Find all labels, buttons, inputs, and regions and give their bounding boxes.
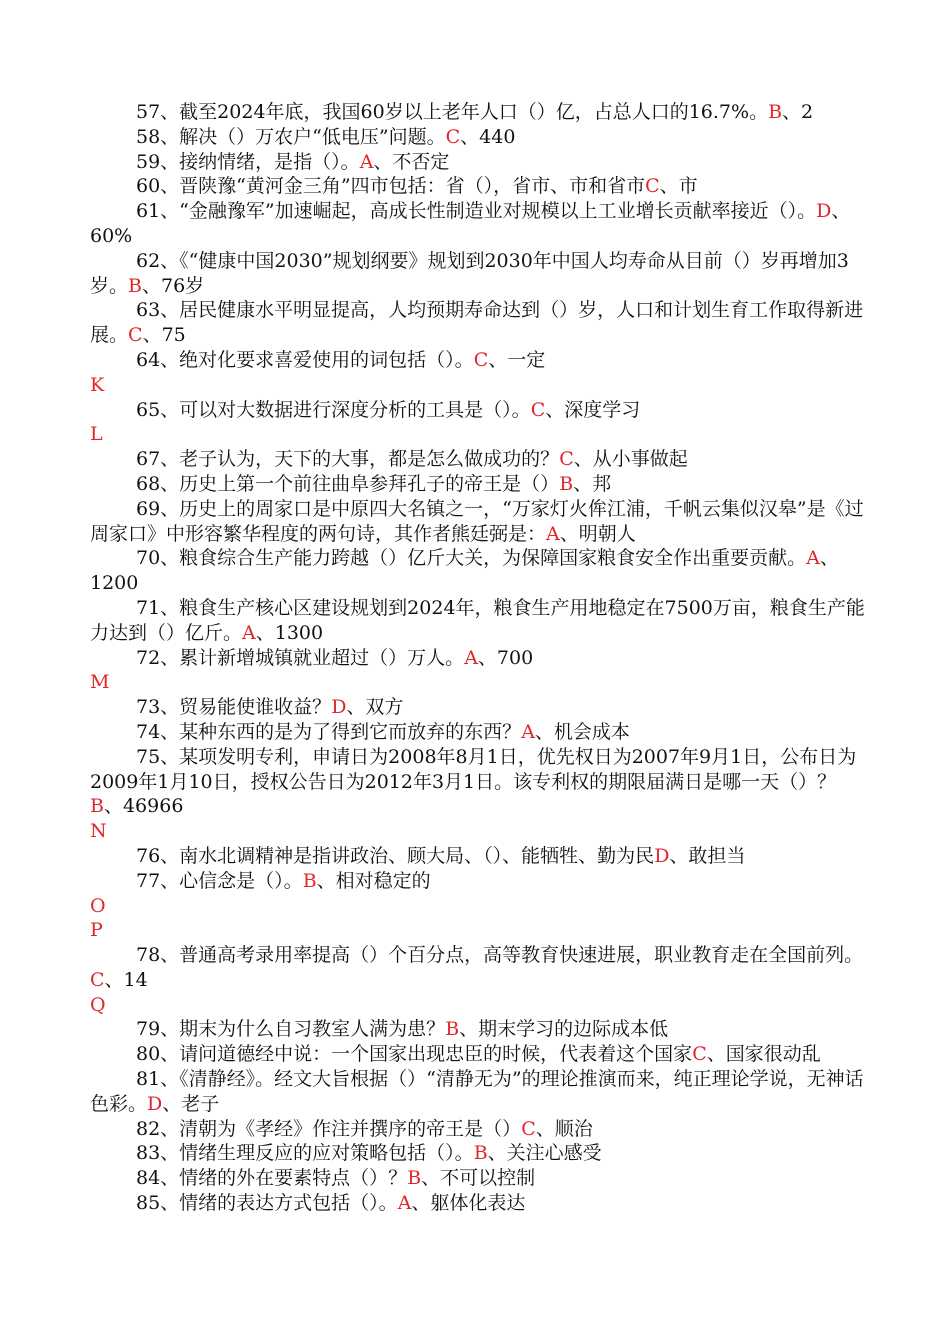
answer-text: 、关注心感受 — [487, 1142, 602, 1165]
answer-text: 、不否定 — [373, 150, 450, 173]
question-text: 72、累计新增城镇就业超过（）万人。 — [136, 646, 465, 669]
question-text: 70、粮食综合生产能力跨越（）亿斤大关，为保障国家粮食安全作出重要贡献。 — [136, 547, 807, 570]
question-text: 71、粮食生产核心区建设规划到2024年，粮食生产用地稳定在7500万亩，粮食生产能力达到（）亿斤。 — [90, 596, 865, 644]
answer-letter: A — [359, 150, 374, 173]
answer-letter: B — [559, 472, 574, 495]
answer-text: 、相对稳定的 — [316, 869, 431, 892]
answer-letter: A — [242, 621, 256, 644]
answer-text: 、老子 — [162, 1092, 220, 1115]
answer-text: 、双方 — [346, 696, 404, 719]
question-text: 68、历史上第一个前往曲阜参拜孔子的帝王是（） — [136, 472, 560, 495]
question-text: 69、历史上的周家口是中原四大名镇之一，“万家灯火侔江浦，千帆云集似汉皋”是《过周家口》中形容繁华程度的两句诗，其作者熊廷弼是： — [90, 497, 864, 545]
answer-text: 、700 — [477, 646, 534, 669]
answer-letter: B — [445, 1018, 460, 1041]
answer-letter: B — [128, 274, 142, 297]
question-text: 76、南水北调精神是指讲政治、顾大局、（）、能牺牲、勤为民 — [136, 844, 655, 867]
document-body — [90, 100, 865, 1216]
answer-text: 、敢担当 — [669, 844, 746, 867]
answer-letter: A — [397, 1192, 412, 1215]
answer-letter: B — [473, 1142, 488, 1165]
question-item — [90, 398, 865, 423]
question-item — [90, 646, 865, 671]
question-text: 82、清朝为《孝经》作注并撰序的帝王是（） — [136, 1117, 522, 1140]
answer-text: 、躯体化表达 — [411, 1192, 526, 1215]
question-text: 63、居民健康水平明显提高，人均预期寿命达到（）岁，人口和计划生育工作取得新进展。 — [90, 299, 864, 347]
answer-letter: C — [445, 125, 461, 148]
answer-text: 、明朝人 — [559, 522, 636, 545]
question-text: 84、情绪的外在要素特点（）？ — [136, 1167, 408, 1190]
section-letter-heading: Q — [90, 993, 106, 1016]
answer-letter: B — [407, 1167, 422, 1190]
question-text: 78、普通高考录用率提高（）个百分点，高等教育快速进展，职业教育走在全国前列。 — [136, 944, 864, 967]
question-item — [90, 125, 865, 150]
question-text: 60、晋陕豫“黄河金三角”四市包括：省（），省市、市和省市 — [136, 175, 646, 198]
question-item — [90, 150, 865, 175]
question-text: 73、贸易能使谁收益？ — [136, 696, 332, 719]
answer-text: 、不可以控制 — [421, 1167, 536, 1190]
section-letter-heading: O — [90, 894, 106, 917]
section-letter-heading: M — [90, 671, 110, 694]
question-text: 62、《“健康中国2030”规划纲要》规划到2030年中国人均寿命从目前（）岁再增加3岁。 — [90, 249, 849, 297]
answer-letter: C — [559, 448, 574, 471]
answer-letter: B — [768, 101, 783, 123]
question-item — [90, 720, 865, 745]
answer-text: 、75 — [142, 324, 186, 347]
question-text: 74、某种东西的是为了得到它而放弃的东西？ — [136, 720, 522, 743]
question-item — [90, 298, 865, 348]
answer-text: 、14 — [104, 968, 148, 991]
question-item — [90, 844, 865, 869]
answer-letter: C — [530, 398, 546, 421]
question-item — [90, 596, 865, 646]
question-text: 81、《清静经》。经文大旨根据（）“清静无为”的理论推演而来，纯正理论学说，无神话色彩。 — [90, 1068, 864, 1115]
answer-letter: A — [806, 547, 820, 570]
answer-text: 、国家很动乱 — [706, 1043, 821, 1066]
section-letter-heading: N — [90, 820, 107, 843]
question-text: 79、期末为什么自习教室人满为患？ — [136, 1018, 446, 1041]
section-letter-heading: L — [90, 423, 103, 446]
question-text: 65、可以对大数据进行深度分析的工具是（）。 — [136, 398, 531, 421]
question-item — [90, 348, 865, 373]
answer-letter: A — [546, 522, 560, 545]
question-item — [90, 199, 865, 249]
question-text: 58、解决（）万农户“低电压”问题。 — [136, 125, 446, 148]
question-item — [90, 1042, 865, 1067]
answer-text: 、440 — [460, 125, 516, 148]
answer-letter: C — [645, 175, 660, 198]
question-item — [90, 1166, 865, 1191]
question-item — [90, 869, 865, 894]
answer-text: 、顺治 — [535, 1117, 593, 1140]
answer-letter: C — [692, 1043, 707, 1066]
question-item — [90, 695, 865, 720]
answer-letter: C — [521, 1117, 536, 1140]
question-item — [90, 745, 865, 819]
question-item — [90, 174, 865, 199]
question-item — [90, 472, 865, 497]
answer-text: 、1300 — [255, 621, 324, 644]
answer-letter: D — [816, 200, 832, 223]
answer-letter: B — [90, 795, 104, 818]
answer-letter: D — [147, 1092, 163, 1115]
question-item — [90, 100, 865, 125]
answer-letter: B — [302, 869, 317, 892]
answer-text: 、邦 — [573, 472, 612, 495]
answer-text: 、60% — [90, 200, 851, 247]
question-text: 83、情绪生理反应的应对策略包括（）。 — [136, 1142, 474, 1165]
answer-text: 、2 — [782, 101, 814, 123]
question-item — [90, 1191, 865, 1216]
question-text: 85、情绪的表达方式包括（）。 — [136, 1192, 398, 1215]
answer-text: 、市 — [659, 175, 698, 198]
question-text: 80、请问道德经中说：一个国家出现忠臣的时候，代表着这个国家 — [136, 1043, 693, 1066]
question-item — [90, 1117, 865, 1142]
answer-letter: C — [473, 348, 489, 371]
question-item — [90, 546, 865, 596]
section-letter-heading: P — [90, 919, 103, 942]
answer-letter: C — [128, 324, 143, 347]
question-item — [90, 1017, 865, 1042]
question-item — [90, 497, 865, 547]
question-text: 59、接纳情绪，是指（）。 — [136, 150, 360, 173]
answer-letter: D — [654, 844, 670, 867]
answer-text: 、一定 — [488, 348, 546, 371]
question-text: 67、老子认为，天下的大事，都是怎么做成功的？ — [136, 448, 560, 471]
answer-letter: A — [521, 720, 535, 743]
section-letter-heading: K — [90, 373, 105, 396]
answer-letter: D — [331, 696, 347, 719]
question-item — [90, 249, 865, 299]
question-item — [90, 1141, 865, 1166]
answer-text: 、76岁 — [141, 274, 205, 297]
question-text: 75、某项发明专利，申请日为2008年8月1日，优先权日为2007年9月1日，公布日为2009年1月10日，授权公告日为2012年3月1日。该专利权的期限届满日是哪一天（）？ — [90, 745, 857, 793]
answer-text: 、期末学习的边际成本低 — [459, 1018, 669, 1041]
question-text: 61、“金融豫军”加速崛起，高成长性制造业对规模以上工业增长贡献率接近（）。 — [136, 200, 817, 223]
answer-text: 、深度学习 — [545, 398, 641, 421]
answer-letter: A — [464, 646, 478, 669]
answer-text: 、46966 — [103, 795, 184, 818]
question-text: 57、截至2024年底，我国60岁以上老年人口（）亿，占总人口的16.7%。 — [136, 101, 769, 123]
question-item — [90, 447, 865, 472]
question-text: 64、绝对化要求喜爱使用的词包括（）。 — [136, 348, 474, 371]
answer-text: 、从小事做起 — [573, 448, 688, 471]
question-item — [90, 1067, 865, 1117]
question-item — [90, 943, 865, 993]
answer-letter: C — [90, 968, 105, 991]
answer-text: 、1200 — [90, 547, 839, 595]
answer-text: 、机会成本 — [534, 720, 630, 743]
question-text: 77、心信念是（）。 — [136, 869, 303, 892]
